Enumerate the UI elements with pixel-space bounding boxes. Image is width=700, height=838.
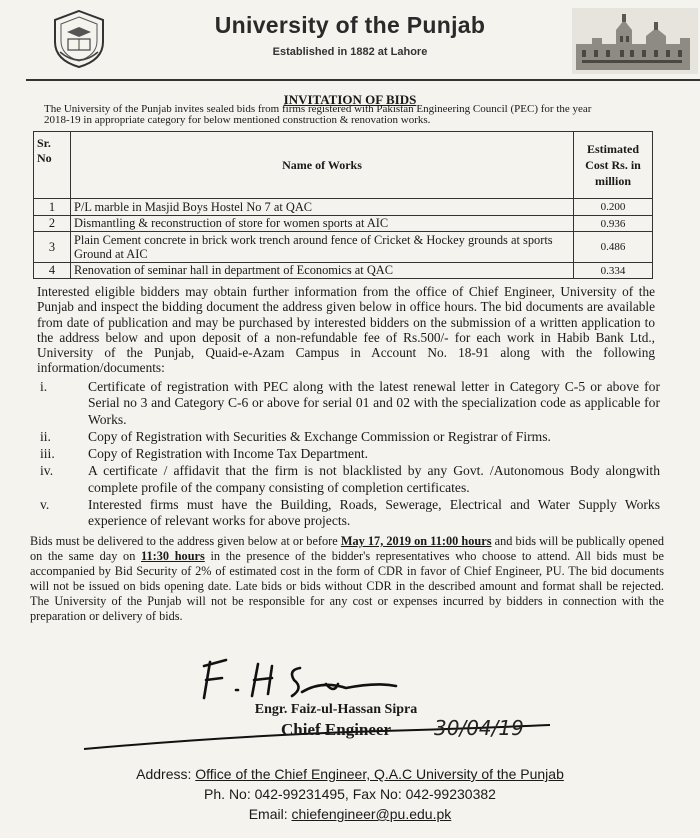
email-line xyxy=(0,804,700,824)
list-item xyxy=(40,429,660,445)
header-divider xyxy=(26,79,700,81)
list-item-text: A certificate / affidavit that the firm is not blacklisted by any Govt. /Autonomous Body alongwith complete profile of the company consisting of completion certificates. xyxy=(88,463,660,495)
list-item xyxy=(40,446,660,462)
email-link[interactable]: chiefengineer@pu.edu.pk xyxy=(291,806,452,822)
address-value: Office of the Chief Engineer, Q.A.C University of the Punjab xyxy=(195,766,564,782)
phone-fax-line: Ph. No: 042-99231495, Fax No: 042-99230382 xyxy=(204,786,496,802)
row-cost: 0.200 xyxy=(574,199,653,216)
notice-intro: The University of the Punjab invites sealed bids from firms registered with Pakistan Engineering Council (PEC) for the year 2018-19 in appropriate category for below mentioned construction & renovation works. xyxy=(44,103,592,126)
signatory-name: Engr. Faiz-ul-Hassan Sipra xyxy=(254,702,418,717)
list-item-text: Interested firms must have the Building, Roads, Sewerage, Electrical and Water Supply Works experience of relevant works for above projects. xyxy=(88,497,660,529)
table-row xyxy=(34,263,653,279)
list-item-text: Copy of Registration with Securities & Exchange Commission or Registrar of Firms. xyxy=(88,428,551,444)
university-title: University of the Punjab xyxy=(214,12,486,38)
address-block xyxy=(0,764,700,824)
signature-image xyxy=(196,648,436,710)
row-work-name: P/L marble in Masjid Boys Hostel No 7 at QAC xyxy=(71,199,574,216)
address-label: Address: xyxy=(136,766,196,782)
row-work-name: Renovation of seminar hall in department of Economics at QAC xyxy=(71,263,574,279)
list-item xyxy=(40,379,660,428)
address-line xyxy=(0,764,700,784)
header-sr-no: Sr. No xyxy=(34,132,71,199)
row-cost: 0.936 xyxy=(574,216,653,232)
row-sr: 2 xyxy=(34,216,71,232)
established-line: Established in 1882 at Lahore xyxy=(272,46,428,58)
row-sr: 4 xyxy=(34,263,71,279)
list-item xyxy=(40,463,660,496)
header-estimated-cost: Estimated Cost Rs. in million xyxy=(574,132,653,199)
row-work-name: Dismantling & reconstruction of store for women sports at AIC xyxy=(71,216,574,232)
signature-date: 30/04/19 xyxy=(434,716,524,740)
list-item-text: Certificate of registration with PEC along with the latest renewal letter in Category C-5 or above for Serial no 3 and Category C-6 or above for serial 01 and 02 with the specialization code as applicable for Works. xyxy=(88,379,660,427)
list-item-number: iii. xyxy=(40,446,55,462)
table-row xyxy=(34,216,653,232)
row-work-name: Plain Cement concrete in brick work trench around fence of Cricket & Hockey grounds at sports Ground at AIC xyxy=(71,232,574,263)
bid-opening-time: 11:30 hours xyxy=(141,549,205,563)
row-cost: 0.334 xyxy=(574,263,653,279)
list-item-number: v. xyxy=(40,497,50,513)
bids-text-pre: Bids must be delivered to the address given below at or before xyxy=(30,534,341,548)
list-item-number: ii. xyxy=(40,428,51,444)
requirements-list xyxy=(40,379,660,531)
bids-text-post: in the presence of the bidder's representatives who choose to attend. All bids must be accompanied by Bid Security of 2% of estimated cost in the form of CDR in favor of Chief Engineer, PU. The bid documents will not be issued on bids opening date. Late bids or bids without CDR in the described amount and format shall be rejected. The University of the Punjab will not be responsible for any cost or expenses incurred by bidders in connection with the preparation or delivery of bids. xyxy=(30,549,665,623)
list-item-text: Copy of Registration with Income Tax Department. xyxy=(88,446,369,462)
email-label: Email: xyxy=(248,806,292,822)
list-item-number: iv. xyxy=(40,463,54,479)
notice-title: INVITATION OF BIDS xyxy=(283,92,417,107)
table-row xyxy=(34,232,653,263)
university-building-image xyxy=(572,8,698,74)
header-name-of-works: Name of Works xyxy=(71,132,574,199)
bid-submission-paragraph xyxy=(30,534,664,624)
table-row xyxy=(34,199,653,216)
list-item-number: i. xyxy=(40,379,48,394)
table-header-row xyxy=(34,132,653,199)
signatory-title: Chief Engineer xyxy=(280,720,392,739)
row-sr: 1 xyxy=(34,199,71,216)
bids-text-mid: and bids will be publically opened on the same day on xyxy=(30,534,665,563)
bid-deadline: May 17, 2019 on 11:00 hours xyxy=(340,534,492,548)
row-cost: 0.486 xyxy=(574,232,653,263)
list-item xyxy=(40,497,660,530)
row-sr: 3 xyxy=(34,232,71,263)
bidding-info-paragraph: Interested eligible bidders may obtain further information from the office of Chief Engineer, University of the Punjab and inspect the bidding document the address given below in office hours. The bid documents are available from date of publication and may be purchased by interested bidders on the submission of a written application to the address below and upon deposit of a non-refundable fee of Rs.500/- for each work in Habib Bank Ltd., University of the Punjab, Quaid-e-Azam Campus in Account No. 18-91 along with the following information/documents: xyxy=(37,284,655,376)
works-table xyxy=(33,131,653,279)
